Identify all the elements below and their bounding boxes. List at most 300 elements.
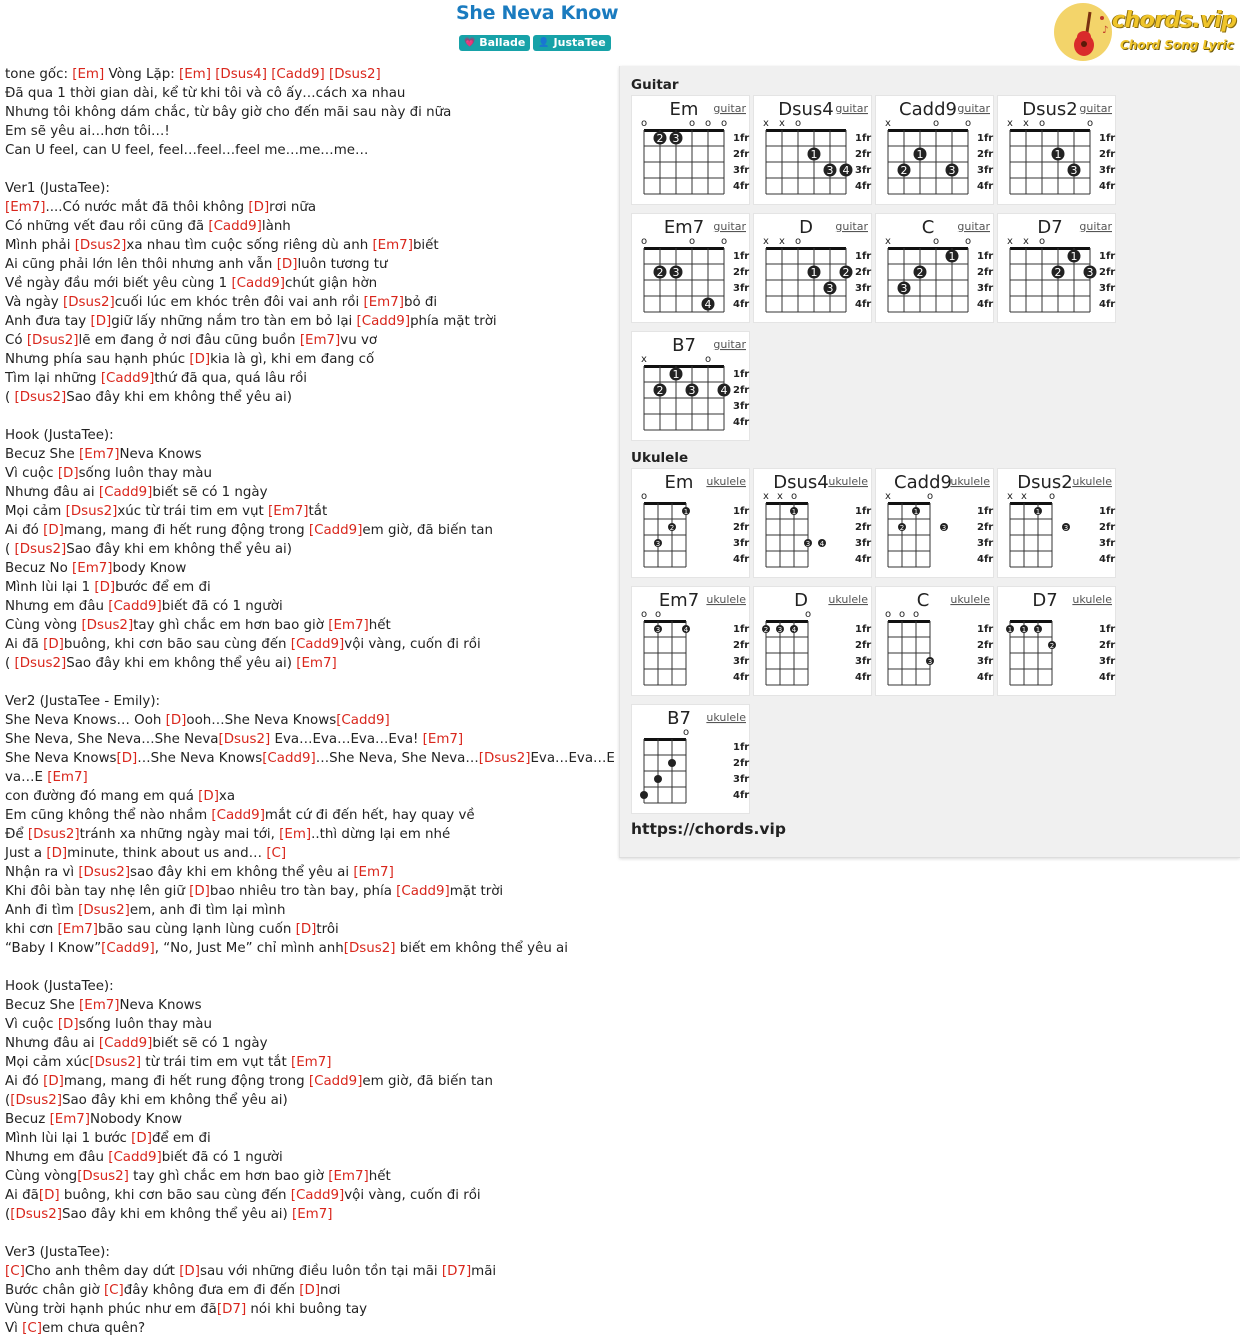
finger-number: 3 <box>900 282 908 295</box>
chord-token[interactable]: [Dsus4] <box>215 67 267 82</box>
chord-token[interactable]: [Cadd9] <box>308 1074 363 1089</box>
finger-number: 3 <box>1070 164 1078 177</box>
lyric-text: Ver3 (JustaTee): <box>5 1245 110 1260</box>
chord-token[interactable]: [Dsus2] <box>78 865 131 880</box>
lyric-text: lành <box>261 219 291 234</box>
site-url-link[interactable]: https://chords.vip <box>631 820 786 838</box>
chord-token[interactable]: [Em7] <box>291 1207 333 1222</box>
muted-string-mark: x <box>1007 236 1013 247</box>
chord-token[interactable]: [D] <box>57 1017 79 1032</box>
lyric-text: biết đã có 1 người <box>161 1150 283 1165</box>
chord-token[interactable]: [Em7] <box>5 200 46 215</box>
chord-token[interactable]: [D] <box>165 713 187 728</box>
ukulele-chord-diagram <box>754 469 873 579</box>
lyric-line <box>5 217 605 236</box>
lyric-text: hết <box>368 1169 391 1184</box>
chord-token[interactable]: [D7] <box>216 1302 247 1317</box>
fret-label: 3fr <box>977 538 994 549</box>
lyric-text: Em sẽ yêu ai…hơn tôi…! <box>5 124 170 139</box>
chord-token[interactable]: [D] <box>198 789 219 804</box>
guitar-section-title: Guitar <box>631 77 679 93</box>
lyric-text: Khi đôi bàn tay nhẹ lên giữ <box>5 884 190 899</box>
fret-label: 2fr <box>1099 149 1116 160</box>
lyric-text: ( <box>5 1093 11 1108</box>
open-string-mark: o <box>898 609 906 620</box>
fret-label: 2fr <box>855 522 872 533</box>
finger-number: 1 <box>1035 508 1041 516</box>
lyric-line <box>5 939 605 958</box>
open-string-mark: o <box>688 118 696 129</box>
lyric-text: nơi <box>320 1283 341 1298</box>
fret-label: 3fr <box>977 656 994 667</box>
lyric-text: vội vàng, cuốn đi rồi <box>344 1188 481 1203</box>
lyric-text: mãi <box>471 1264 497 1279</box>
chord-token[interactable]: [Dsus2] <box>328 67 381 82</box>
lyric-text: xa <box>218 789 236 804</box>
fret-label: 4fr <box>977 181 994 192</box>
fret-label: 3fr <box>733 774 750 785</box>
ukulele-chord-card[interactable] <box>753 586 872 696</box>
lyric-text: bão sau cùng lạnh lùng cuốn <box>98 922 296 937</box>
chord-token[interactable]: [Em] <box>72 67 105 82</box>
ukulele-chord-card[interactable] <box>875 586 994 696</box>
lyric-line <box>5 464 605 483</box>
chord-token[interactable]: [Cadd9] <box>98 1036 153 1051</box>
chord-token[interactable]: [D] <box>43 1074 64 1089</box>
chord-token[interactable]: [D] <box>276 257 298 272</box>
lyric-text: em giờ, đã biến tan <box>362 1074 493 1089</box>
lyric-line <box>5 996 605 1015</box>
finger-number: 2 <box>1049 642 1055 650</box>
muted-string-mark: x <box>763 236 769 247</box>
lyric-line <box>5 711 605 730</box>
chord-token[interactable]: [D] <box>43 637 64 652</box>
finger-number: 3 <box>688 384 696 397</box>
chord-token[interactable]: [Em7] <box>363 295 404 310</box>
ukulele-section-title: Ukulele <box>631 450 689 466</box>
chord-token[interactable]: [D] <box>94 580 116 595</box>
chord-token[interactable]: [Em7] <box>328 618 369 633</box>
ukulele-chord-diagram <box>998 469 1117 579</box>
fret-label: 3fr <box>1099 538 1116 549</box>
lyric-text: Sao đây khi em không thể yêu ai) <box>66 542 292 557</box>
finger-number: 3 <box>672 266 680 279</box>
ukulele-chord-diagram <box>876 469 995 579</box>
chord-token[interactable]: [Dsus2] <box>77 1169 129 1184</box>
guitar-chord-card[interactable] <box>631 331 750 441</box>
chord-token[interactable]: [D] <box>131 1131 152 1146</box>
fret-label: 1fr <box>733 133 750 144</box>
finger-number: 2 <box>900 164 908 177</box>
fret-label: 2fr <box>1099 267 1116 278</box>
muted-string-mark: x <box>1021 491 1027 502</box>
lyric-text: Anh đưa tay <box>5 314 91 329</box>
lyric-text: Nhưng em đâu <box>5 599 109 614</box>
lyric-text: ( <box>5 542 15 557</box>
lyric-text: chút giận hờn <box>284 276 378 291</box>
lyric-text: luôn tương tư <box>297 257 388 272</box>
lyric-text: Hook (JustaTee): <box>5 979 114 994</box>
lyric-line <box>5 901 605 920</box>
fret-label: 2fr <box>977 640 994 651</box>
lyric-text: Sao đây khi em không thể yêu ai) <box>61 1207 292 1222</box>
chord-token[interactable]: [Em7] <box>328 1169 369 1184</box>
lyric-line <box>5 445 605 464</box>
chord-token[interactable]: [Em] <box>279 827 312 842</box>
chord-token[interactable]: [D] <box>189 884 210 899</box>
chord-token[interactable]: [Em7] <box>422 732 464 747</box>
lyric-text: ( <box>5 656 15 671</box>
chord-token[interactable]: [Cadd9] <box>108 599 162 614</box>
chord-token[interactable]: [Em7] <box>79 447 120 462</box>
lyric-line <box>5 673 605 692</box>
ukulele-chord-card[interactable] <box>997 586 1116 696</box>
lyric-text: Eva…Eva…Eva…Eva! <box>270 732 423 747</box>
open-string-mark: o <box>682 727 690 738</box>
chord-token[interactable]: [D] <box>116 751 138 766</box>
fret-label: 2fr <box>1099 640 1116 651</box>
chord-token[interactable]: [Dsus2] <box>89 1055 142 1070</box>
chord-token[interactable]: [Dsus2] <box>62 295 115 310</box>
lyric-line <box>5 825 605 844</box>
open-string-mark: o <box>794 236 802 247</box>
lyric-text: bỏ đi <box>403 295 438 310</box>
finger-number: 3 <box>941 524 947 532</box>
lyric-line <box>5 103 605 122</box>
chord-token[interactable]: [Em7] <box>372 238 413 253</box>
open-string-mark: o <box>932 236 940 247</box>
chord-token[interactable]: [Cadd9] <box>356 314 411 329</box>
finger-number: 2 <box>763 626 769 634</box>
finger-number: 2 <box>842 266 850 279</box>
lyric-text: phía mặt trời <box>410 314 497 329</box>
lyric-text: sao đây khi em không thể yêu ai <box>130 865 354 880</box>
open-string-mark: o <box>1048 491 1056 502</box>
fret-label: 4fr <box>733 417 750 428</box>
chord-name: B7 <box>667 708 691 729</box>
lyric-text: Bước chân giờ <box>5 1283 104 1298</box>
chord-token[interactable]: [Em7] <box>299 333 341 348</box>
fret-label: 1fr <box>977 251 994 262</box>
lyric-line <box>5 350 605 369</box>
chord-token[interactable]: [Em] <box>178 67 211 82</box>
guitar-chord-card[interactable] <box>631 95 750 205</box>
chord-name: Cadd9 <box>894 472 952 493</box>
chord-token[interactable]: [C] <box>22 1321 42 1336</box>
chord-token[interactable]: [Cadd9] <box>101 941 155 956</box>
lyric-line <box>5 540 605 559</box>
ukulele-link: ukulele <box>950 475 990 488</box>
chord-token[interactable]: [Dsus2] <box>14 656 67 671</box>
guitar-chord-card[interactable] <box>997 213 1116 323</box>
chord-token[interactable]: [Dsus2] <box>81 618 134 633</box>
chord-panel <box>619 66 1240 858</box>
fret-label: 1fr <box>855 251 872 262</box>
lyric-text: ( <box>5 390 15 405</box>
guitar-link: guitar <box>1079 220 1112 233</box>
lyric-line <box>5 331 605 350</box>
chord-token[interactable]: [D] <box>179 1264 200 1279</box>
chord-token[interactable]: [Cadd9] <box>98 485 153 500</box>
finger-number: 3 <box>948 164 956 177</box>
chord-token[interactable]: [Cadd9] <box>231 276 285 291</box>
chord-token[interactable]: [Em7] <box>72 561 113 576</box>
guitar-chord-diagram <box>754 96 873 206</box>
chord-name: B7 <box>672 335 696 356</box>
lyric-text: ....Có nước mắt đã thôi không <box>45 200 249 215</box>
finger-number: 3 <box>672 132 680 145</box>
lyric-text: hết <box>368 618 391 633</box>
lyric-line <box>5 1224 605 1243</box>
ukulele-link: ukulele <box>950 593 990 606</box>
guitar-icon <box>1068 9 1112 59</box>
chord-token[interactable]: [Em7] <box>79 998 120 1013</box>
chord-token[interactable]: [Em7] <box>57 922 99 937</box>
lyric-text: Becuz No <box>5 561 73 576</box>
chord-token[interactable]: [Em7] <box>49 1112 91 1127</box>
chord-token[interactable]: [Cadd9] <box>108 1150 162 1165</box>
lyric-line <box>5 749 615 768</box>
open-string-mark: o <box>932 118 940 129</box>
chord-token[interactable]: [Em7] <box>268 504 309 519</box>
ukulele-chord-card[interactable] <box>753 468 872 578</box>
lyric-text: từ trái tim em vụt tắt <box>141 1055 291 1070</box>
fret-label: 1fr <box>733 742 750 753</box>
chord-token[interactable]: [D] <box>295 922 317 937</box>
lyric-text: đây không đưa em đi đến <box>123 1283 300 1298</box>
guitar-chord-card[interactable] <box>631 213 750 323</box>
fret-label: 4fr <box>733 672 750 683</box>
lyric-text: em giờ, đã biến tan <box>362 523 493 538</box>
finger-number: 2 <box>916 266 924 279</box>
muted-string-mark: x <box>1007 118 1013 129</box>
lyric-line <box>5 768 605 787</box>
lyric-line <box>5 179 605 198</box>
chord-name: Em <box>669 99 699 120</box>
chord-token[interactable]: [Cadd9] <box>290 637 345 652</box>
chord-name: Em7 <box>663 217 705 238</box>
lyric-text: ( <box>5 1207 11 1222</box>
open-string-mark: o <box>804 609 812 620</box>
chord-token[interactable]: [Em7] <box>296 656 337 671</box>
ukulele-chord-card[interactable] <box>631 468 750 578</box>
lyric-text: Mọi cảm xúc <box>5 1055 90 1070</box>
ukulele-chord-card[interactable] <box>631 704 750 814</box>
lyric-text: Ai đó <box>5 523 44 538</box>
chord-name: Cadd9 <box>899 99 957 120</box>
guitar-chord-card[interactable] <box>875 213 994 323</box>
open-string-mark: o <box>640 609 648 620</box>
lyric-text: …She Neva Knows <box>137 751 263 766</box>
fret-label: 3fr <box>733 656 750 667</box>
lyric-text: sau với những điều luôn tồn tại mãi <box>199 1264 442 1279</box>
fret-label: 3fr <box>855 656 872 667</box>
chord-name: D <box>794 590 808 611</box>
finger-number: 4 <box>683 626 689 634</box>
finger-number: 4 <box>791 626 797 634</box>
lyric-text: Vùng trời hạnh phúc như em đã <box>5 1302 217 1317</box>
guitar-chord-diagram <box>876 214 995 324</box>
lyric-line <box>5 502 605 521</box>
ukulele-link: ukulele <box>706 711 746 724</box>
fret-label: 4fr <box>733 181 750 192</box>
fret-label: 1fr <box>1099 624 1116 635</box>
chord-token[interactable]: [C] <box>103 1283 124 1298</box>
lyric-text: nói khi buông tay <box>246 1302 368 1317</box>
chord-token[interactable]: [C] <box>5 1264 25 1279</box>
fret-label: 2fr <box>733 640 750 651</box>
lyric-line <box>5 597 605 616</box>
person-icon: 👤 <box>538 37 550 48</box>
guitar-chord-card[interactable] <box>753 95 872 205</box>
lyric-text: Để <box>5 827 28 842</box>
guitar-chord-card[interactable] <box>875 95 994 205</box>
chord-token[interactable]: [Cadd9] <box>100 371 155 386</box>
chord-name: Dsus4 <box>778 99 834 120</box>
chord-token[interactable]: [D] <box>57 466 79 481</box>
fret-label: 4fr <box>977 299 994 310</box>
chord-token[interactable]: [Dsus2] <box>78 903 130 918</box>
guitar-chord-card[interactable] <box>997 95 1116 205</box>
chord-token[interactable]: [Cadd9] <box>211 808 265 823</box>
lyric-text: bao nhiêu tro tàn bay, phía <box>209 884 397 899</box>
lyric-text: Sao đây khi em không thể yêu ai) <box>66 656 297 671</box>
chord-token[interactable]: [Dsus2] <box>74 238 127 253</box>
fret-label: 3fr <box>1099 656 1116 667</box>
chord-token[interactable]: [Cadd9] <box>336 713 390 728</box>
chord-token[interactable]: [Cadd9] <box>396 884 450 899</box>
ukulele-chord-card[interactable] <box>631 586 750 696</box>
open-string-mark: o <box>790 491 798 502</box>
open-string-mark: o <box>964 118 972 129</box>
open-string-mark: o <box>794 118 802 129</box>
chord-token[interactable]: [D7] <box>441 1264 472 1279</box>
chord-token[interactable]: [Cadd9] <box>271 67 325 82</box>
chord-token[interactable]: [Dsus2] <box>14 542 67 557</box>
finger-number: 1 <box>1021 626 1027 634</box>
chord-token[interactable]: [Em7] <box>47 770 88 785</box>
chord-token[interactable]: [D] <box>90 314 112 329</box>
lyric-text: ..thì dừng lại em nhé <box>311 827 451 842</box>
lyric-line <box>5 1262 605 1281</box>
chord-token[interactable]: [Dsus2] <box>27 827 80 842</box>
chord-token[interactable]: [Dsus2] <box>10 1207 62 1222</box>
fret-label: 4fr <box>1099 299 1116 310</box>
chord-token[interactable]: [Cadd9] <box>208 219 262 234</box>
finger-dot <box>654 775 662 783</box>
artist-label: JustaTee <box>553 36 606 49</box>
lyrics-body <box>5 65 615 1338</box>
guitar-chord-card[interactable] <box>753 213 872 323</box>
chord-token[interactable]: [Dsus2] <box>10 1093 62 1108</box>
fret-label: 3fr <box>733 538 750 549</box>
lyric-text: trôi <box>316 922 339 937</box>
fret-label: 4fr <box>1099 554 1116 565</box>
chord-token[interactable]: [Cadd9] <box>262 751 316 766</box>
chord-token[interactable]: [D] <box>299 1283 321 1298</box>
chord-token[interactable]: [Dsus2] <box>65 504 118 519</box>
chord-token[interactable]: [Dsus2] <box>14 390 67 405</box>
lyric-line <box>5 844 605 863</box>
chord-token[interactable]: [D] <box>248 200 270 215</box>
lyric-line <box>5 958 605 977</box>
chord-token[interactable]: [D] <box>46 846 68 861</box>
lyric-line <box>5 1205 605 1224</box>
lyric-line <box>5 274 605 293</box>
chord-token[interactable]: [Em7] <box>353 865 394 880</box>
chord-token[interactable]: [D] <box>43 523 64 538</box>
lyric-line <box>5 65 605 84</box>
lyric-line <box>5 122 605 141</box>
lyric-text: Cùng vòng <box>5 618 82 633</box>
fret-label: 2fr <box>733 758 750 769</box>
chord-token[interactable]: [C] <box>266 846 287 861</box>
finger-number: 1 <box>1070 250 1078 263</box>
lyric-text: giữ lấy những nắm tro tàn em bỏ lại <box>111 314 357 329</box>
lyric-text: vội vàng, cuốn đi rồi <box>344 637 481 652</box>
guitar-link: guitar <box>1079 102 1112 115</box>
finger-number: 1 <box>810 148 818 161</box>
muted-string-mark: x <box>885 118 891 129</box>
chord-token[interactable]: [Dsus2] <box>478 751 531 766</box>
fret-label: 4fr <box>977 672 994 683</box>
chord-token[interactable]: [Dsus2] <box>218 732 271 747</box>
lyric-text: khi cơn <box>5 922 58 937</box>
lyric-text: tone gốc: <box>5 67 73 82</box>
lyric-text: Mình lùi lại 1 bước <box>5 1131 132 1146</box>
finger-number: 1 <box>948 250 956 263</box>
fret-label: 3fr <box>1099 165 1116 176</box>
chord-token[interactable]: [Dsus2] <box>26 333 79 348</box>
site-logo[interactable] <box>1054 3 1236 63</box>
lyric-text: biết đã có 1 người <box>161 599 283 614</box>
ukulele-chord-card[interactable] <box>997 468 1116 578</box>
guitar-chord-diagram <box>998 214 1117 324</box>
muted-string-mark: x <box>777 491 783 502</box>
chord-token[interactable]: [Cadd9] <box>308 523 363 538</box>
chord-token[interactable]: [D] <box>38 1188 60 1203</box>
ukulele-chord-card[interactable] <box>875 468 994 578</box>
genre-badge[interactable] <box>459 35 530 51</box>
lyric-text: Ai đã <box>5 637 44 652</box>
chord-name: D <box>799 217 813 238</box>
chord-token[interactable]: [Em7] <box>290 1055 332 1070</box>
lyric-text: ooh…She Neva Knows <box>186 713 337 728</box>
lyric-text: Neva Knows <box>119 447 202 462</box>
lyric-text: She Neva Knows… Ooh <box>5 713 166 728</box>
chord-token[interactable]: [Cadd9] <box>290 1188 345 1203</box>
open-string-mark: o <box>704 354 712 365</box>
open-string-mark: o <box>640 118 648 129</box>
fret-label: 2fr <box>855 267 872 278</box>
muted-string-mark: x <box>763 491 769 502</box>
chord-token[interactable]: [Dsus2] <box>343 941 396 956</box>
fret-label: 2fr <box>977 149 994 160</box>
lyric-line <box>5 1281 605 1300</box>
artist-badge[interactable] <box>533 35 610 51</box>
lyric-line <box>5 1148 605 1167</box>
fret-label: 1fr <box>1099 506 1116 517</box>
chord-name: C <box>921 217 935 238</box>
fret-label: 1fr <box>1099 133 1116 144</box>
ukulele-link: ukulele <box>706 593 746 606</box>
lyric-text: Anh đi tìm <box>5 903 79 918</box>
fret-label: 4fr <box>977 554 994 565</box>
fret-label: 3fr <box>855 283 872 294</box>
chord-token[interactable]: [D] <box>189 352 211 367</box>
lyric-text: …She Neva, She Neva… <box>315 751 479 766</box>
finger-number: 1 <box>1054 148 1062 161</box>
